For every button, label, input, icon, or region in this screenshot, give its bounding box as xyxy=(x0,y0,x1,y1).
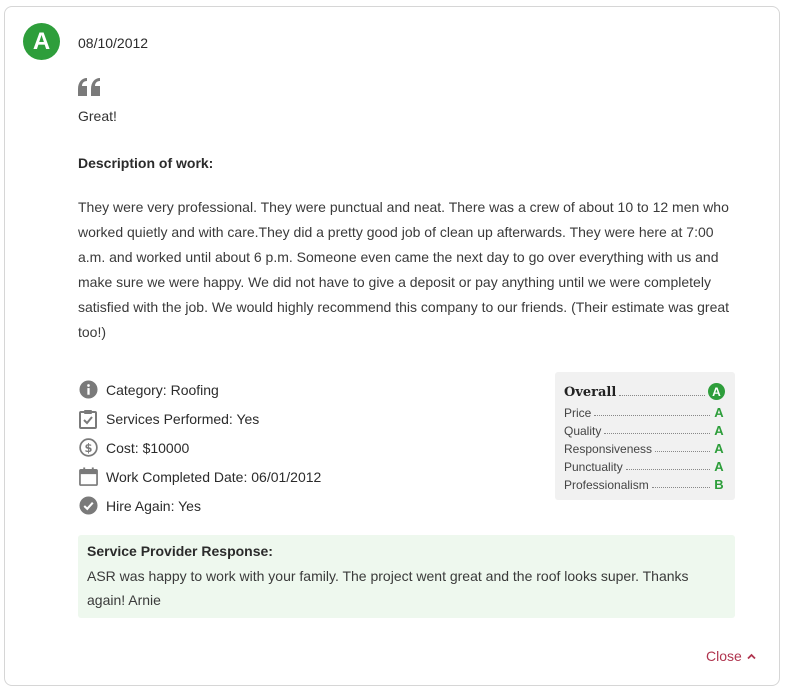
overall-grade-value: A xyxy=(708,383,725,400)
dotted-leader xyxy=(594,415,710,416)
description-label: Description of work: xyxy=(78,155,214,171)
info-icon xyxy=(78,380,98,400)
grade-label: Responsiveness xyxy=(564,442,653,456)
overall-grade-badge: A xyxy=(23,23,60,60)
response-title: Service Provider Response: xyxy=(87,543,273,559)
review-headline: Great! xyxy=(78,108,117,124)
chevron-up-icon xyxy=(747,653,756,660)
close-button[interactable] xyxy=(706,648,756,664)
dollar-icon xyxy=(78,438,98,458)
grade-value: A xyxy=(714,423,724,438)
fact-category xyxy=(78,375,321,404)
description-text: They were very professional. They were punctual and neat. There was a crew of about 10 to 12 men who worked quietly and with care.They did a pretty good job of clean up afterwards. They were here at 7:00 a.m. and worked until about 6 p.m. Someone even came the next day to go over everything with us and make sure we were happy. We did not have to give a deposit or pay anything until we were completely satisfied with the job. We would highly recommend this company to our friends. (Their estimate was great too!) xyxy=(78,199,730,340)
grade-value: A xyxy=(714,441,724,456)
grade-label: Punctuality xyxy=(564,460,623,474)
svg-text:$: $ xyxy=(84,440,92,455)
quote-icon xyxy=(77,77,103,99)
checkmark-circle-icon xyxy=(78,496,98,516)
response-text: ASR was happy to work with your family. The project went great and the roof looks super. Thanks again! Arnie xyxy=(87,568,689,608)
fact-hire-again-text: Hire Again: Yes xyxy=(106,497,201,514)
fact-cost-text: Cost: $10000 xyxy=(106,439,190,456)
calendar-icon xyxy=(78,467,98,487)
grade-row-responsiveness xyxy=(564,438,725,456)
grade-row-professionalism xyxy=(564,474,725,492)
dotted-leader xyxy=(604,433,710,434)
dotted-leader xyxy=(619,395,705,396)
grade-value: A xyxy=(714,459,724,474)
grade-row-price xyxy=(564,402,725,420)
grade-label: Overall xyxy=(564,385,617,400)
grade-row-quality xyxy=(564,420,725,438)
grade-label: Professionalism xyxy=(564,478,649,492)
clipboard-check-icon xyxy=(78,409,98,429)
close-label: Close xyxy=(706,648,742,664)
grade-label: Price xyxy=(564,406,592,420)
grades-panel xyxy=(555,372,735,500)
fact-category-text: Category: Roofing xyxy=(106,381,219,398)
service-provider-response xyxy=(78,535,735,618)
review-date: 08/10/2012 xyxy=(78,35,149,51)
fact-cost xyxy=(78,433,321,462)
fact-work-completed-date-text: Work Completed Date: 06/01/2012 xyxy=(106,468,322,485)
fact-hire-again xyxy=(78,491,321,520)
grade-row-punctuality xyxy=(564,456,725,474)
fact-work-completed-date xyxy=(78,462,321,491)
dotted-leader xyxy=(626,469,710,470)
fact-services-performed-text: Services Performed: Yes xyxy=(106,410,260,427)
grade-value: B xyxy=(714,477,724,492)
dotted-leader xyxy=(655,451,710,452)
fact-services-performed xyxy=(78,404,321,433)
grade-row-overall xyxy=(564,380,725,400)
review-card xyxy=(4,6,780,686)
dotted-leader xyxy=(652,487,710,488)
grade-value: A xyxy=(714,405,724,420)
review-facts xyxy=(78,375,321,520)
grade-label: Quality xyxy=(564,424,602,438)
